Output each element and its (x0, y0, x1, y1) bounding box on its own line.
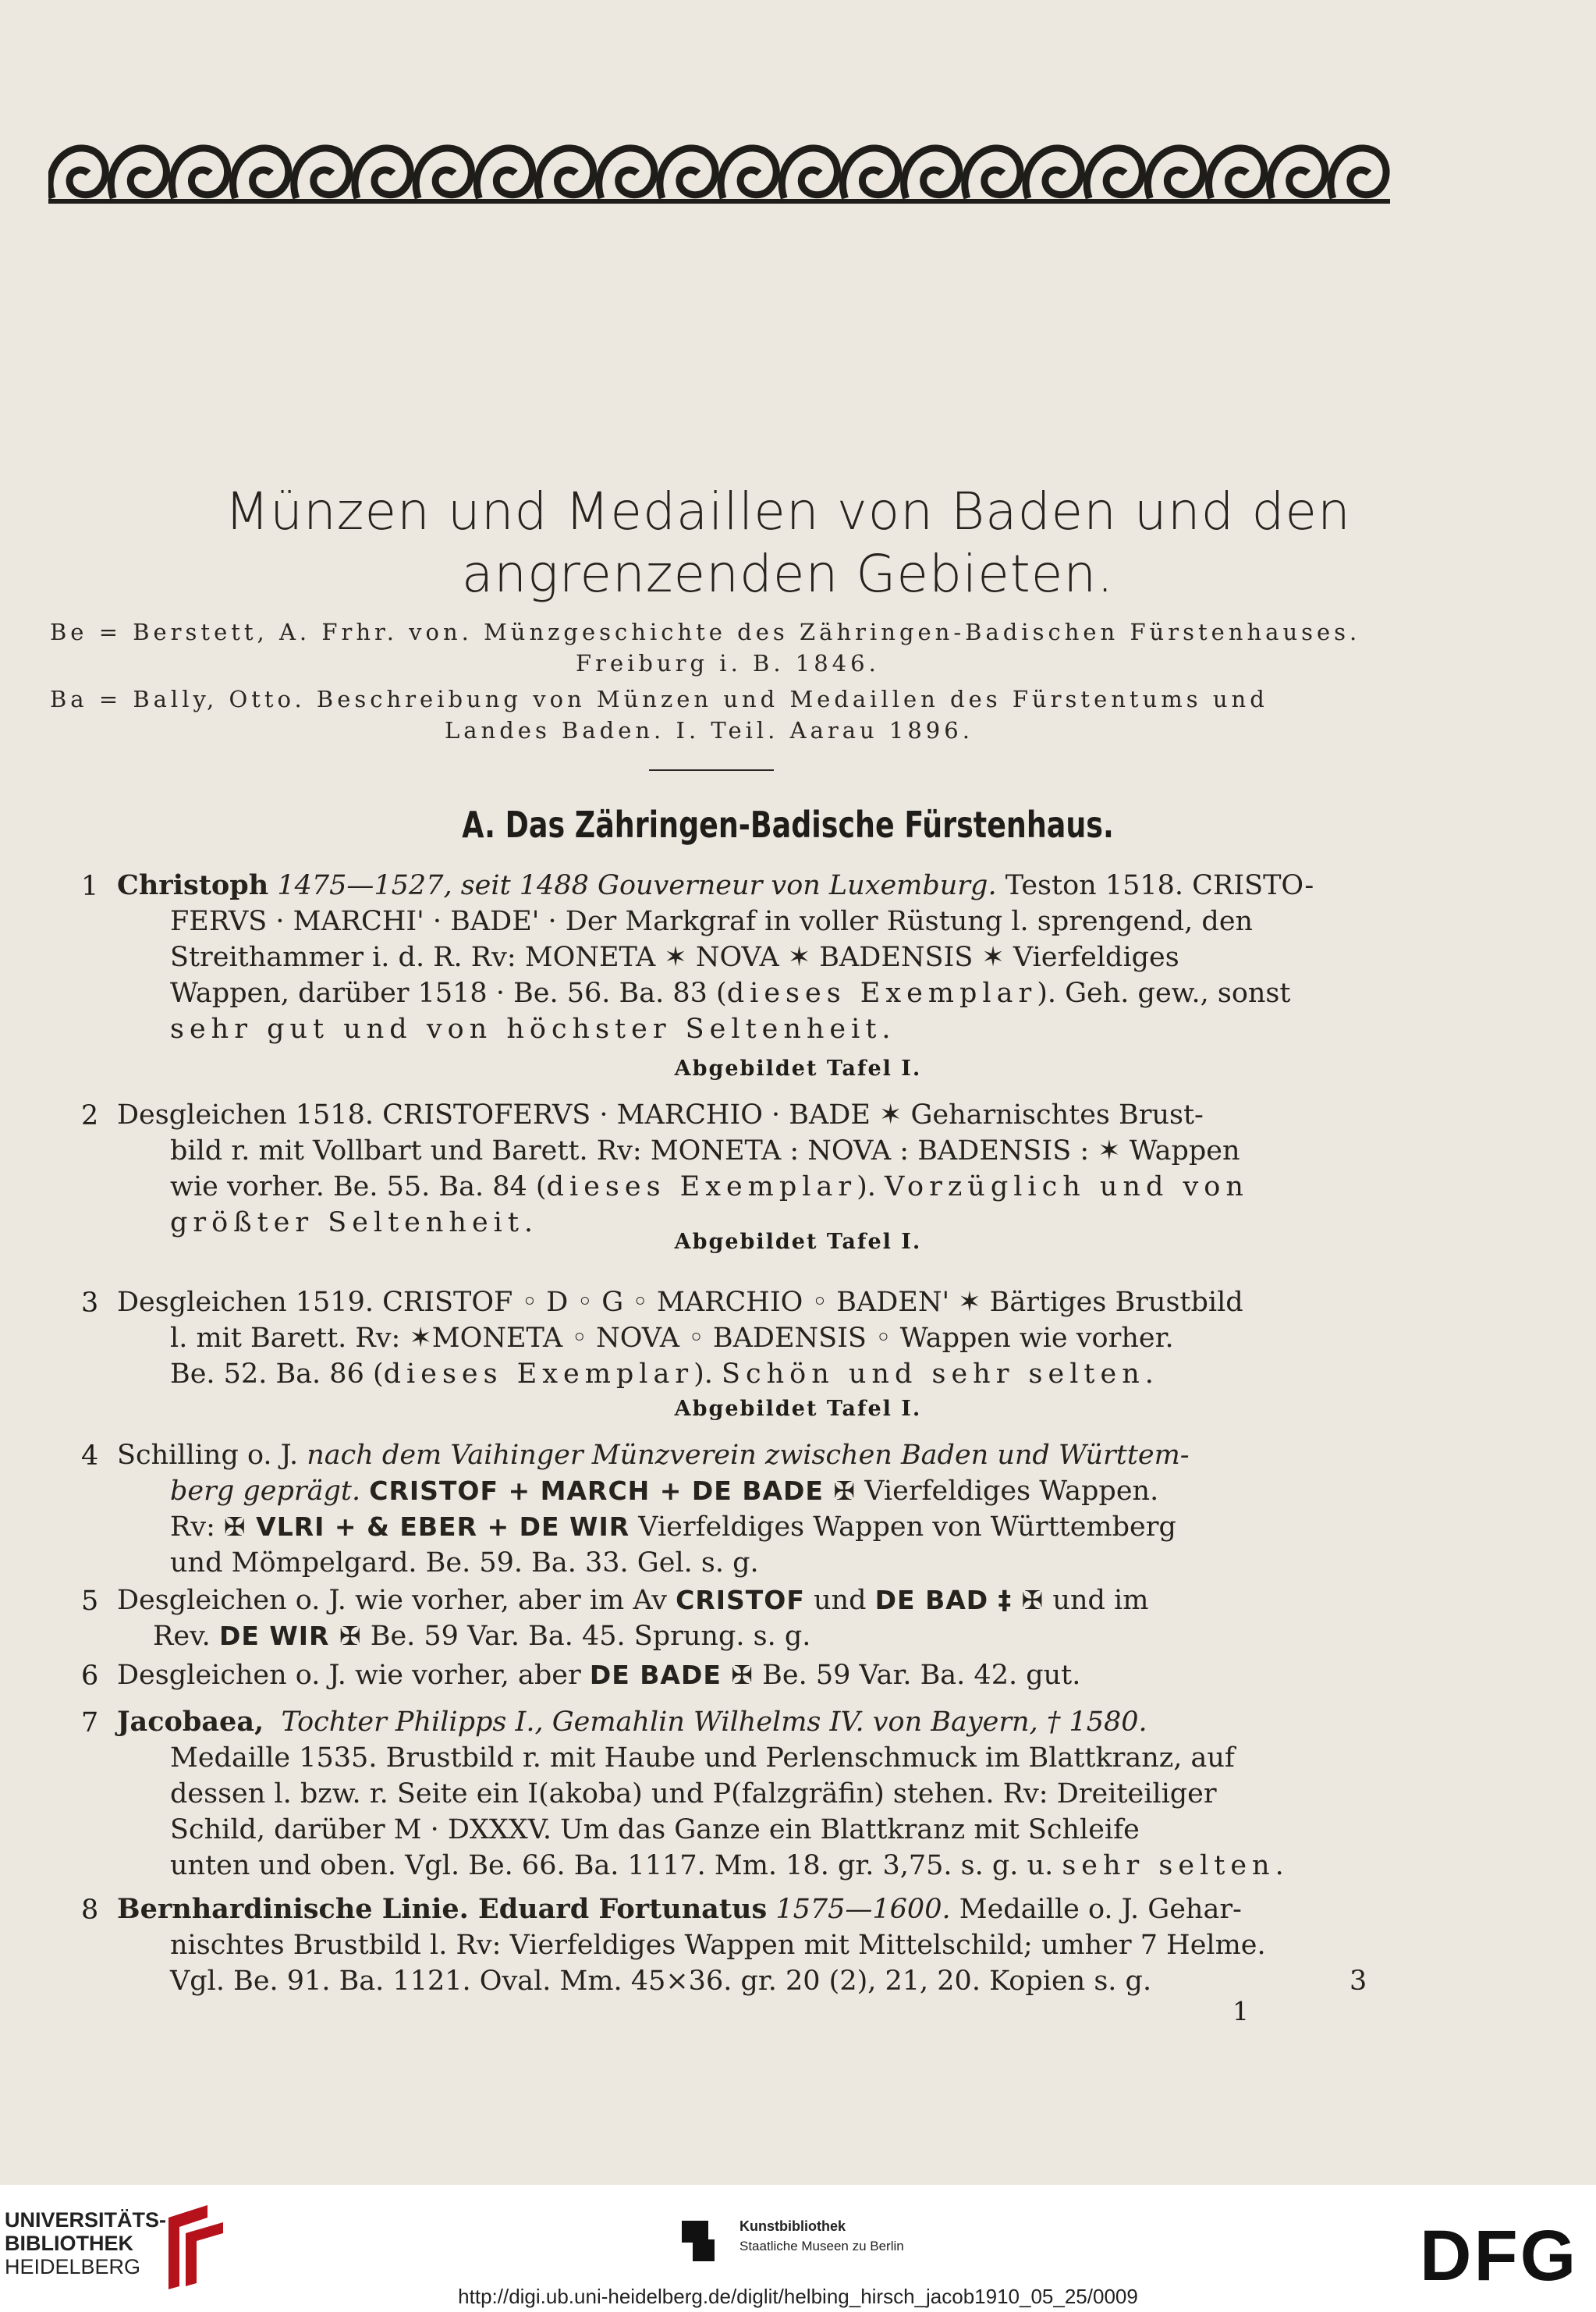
ub-heidelberg-logo (153, 2202, 231, 2294)
coin-legend: ✠ VLRI + & EBER + DE WIR (224, 1511, 630, 1542)
entry-number: 6 (81, 1660, 99, 1692)
wave-scroll (1026, 148, 1081, 198)
wave-scroll (233, 148, 289, 198)
entry-number: 7 (81, 1707, 99, 1738)
wave-scroll (721, 148, 776, 198)
figure-reference: Abgebildet Tafel I. (674, 1230, 922, 1254)
reference-berstett: Be = Berstett, A. Frhr. von. Münzgeschichte des Zähringen-Badischen Fürstenhauses. (50, 619, 1361, 645)
reference-bally: Ba = Bally, Otto. Beschreibung von Münzen und Medaillen des Fürstentums und (50, 686, 1268, 712)
kunstbibliothek-logo (679, 2218, 725, 2264)
wave-scroll (1087, 148, 1142, 198)
wave-scroll (1209, 148, 1264, 198)
wave-scroll (50, 148, 105, 198)
coin-legend: CRISTOF + MARCH + DE BADE ✠ (369, 1476, 857, 1506)
wave-scroll (294, 148, 349, 198)
wave-ornament-border (48, 142, 1390, 214)
wave-scroll (660, 148, 715, 198)
wave-scroll (172, 148, 227, 198)
entry-number: 8 (81, 1895, 99, 1926)
wave-scroll (965, 148, 1020, 198)
wave-scroll (416, 148, 471, 198)
wave-scroll (904, 148, 959, 198)
section-divider (649, 769, 774, 771)
wave-scroll (1147, 148, 1203, 198)
section-heading: A. Das Zähringen-Badische Fürstenhaus. (462, 804, 1114, 846)
entry-name: Jacobaea, (117, 1706, 264, 1738)
wave-scroll (1270, 148, 1325, 198)
wave-scroll (111, 148, 166, 198)
lot-estimate: 3 (1350, 1966, 1367, 1997)
entry-number: 1 (81, 871, 99, 902)
page-title-line1: Münzen und Medaillen von Baden und den (225, 481, 1351, 542)
ub-heidelberg-label: UNIVERSITÄTS- BIBLIOTHEK HEIDELBERG (5, 2208, 167, 2278)
wave-scroll (782, 148, 837, 198)
wave-scroll (599, 148, 654, 198)
entry-number: 4 (81, 1440, 99, 1472)
wave-scroll (538, 148, 594, 198)
entry-number: 2 (81, 1100, 99, 1131)
dfg-logo: DFG (1420, 2216, 1579, 2296)
entry-name: Christoph (117, 869, 269, 901)
reference-berstett-cont: Freiburg i. B. 1846. (576, 650, 880, 677)
wave-scroll (842, 148, 898, 198)
wave-scroll (1331, 148, 1386, 198)
entry-name: Bernhardinische Linie. Eduard Fortunatus (117, 1893, 768, 1925)
kunstbibliothek-label: Kunstbibliothek Staatliche Museen zu Berlin (739, 2218, 904, 2253)
entry-dates: 1475—1527, seit 1488 Gouverneur von Luxemburg. (277, 870, 997, 901)
page-title-line2: angrenzenden Gebieten. (461, 544, 1115, 604)
wave-scroll (477, 148, 532, 198)
figure-reference: Abgebildet Tafel I. (674, 1057, 922, 1081)
page-number: 1 (1232, 1996, 1249, 2026)
reference-bally-cont: Landes Baden. I. Teil. Aarau 1896. (445, 717, 974, 744)
figure-reference: Abgebildet Tafel I. (674, 1397, 922, 1421)
entry-number: 5 (81, 1586, 99, 1617)
source-url[interactable]: http://digi.ub.uni-heidelberg.de/diglit/helbing_hirsch_jacob1910_05_25/0009 (458, 2285, 1138, 2308)
entry-number: 3 (81, 1287, 99, 1319)
wave-scroll (355, 148, 410, 198)
